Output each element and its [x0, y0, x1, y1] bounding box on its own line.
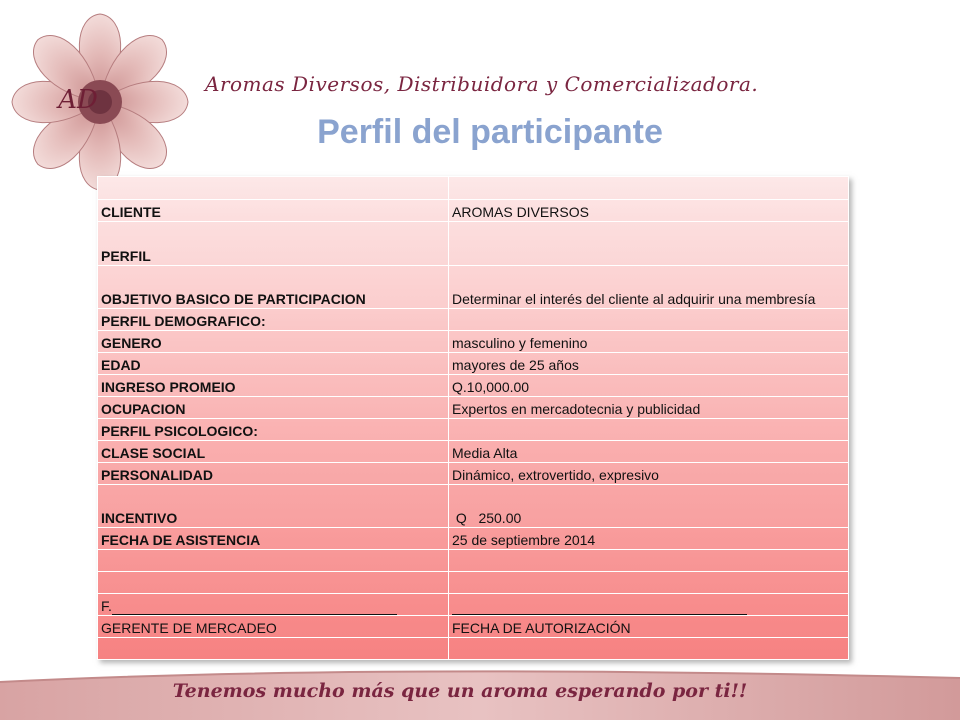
row-value [449, 550, 849, 572]
date-line [452, 602, 747, 615]
row-value [449, 266, 849, 309]
table-row [98, 572, 849, 594]
table-row [98, 222, 849, 266]
value-text: mayores de 25 años [452, 357, 579, 373]
table-row [98, 200, 849, 222]
value-text: Media Alta [452, 445, 518, 461]
row-label [98, 177, 449, 200]
table-row [98, 309, 849, 331]
label-text: GENERO [101, 335, 162, 351]
page-title: Perfil del participante [317, 113, 663, 151]
table-row [98, 266, 849, 309]
label-text: PERFIL [101, 248, 151, 264]
row-label [98, 375, 449, 397]
label-text: CLASE SOCIAL [101, 445, 206, 461]
row-label [98, 550, 449, 572]
row-value [449, 353, 849, 375]
value-text: masculino y femenino [452, 335, 588, 351]
row-value [449, 528, 849, 550]
row-value [449, 200, 849, 222]
table-row [98, 331, 849, 353]
row-label [98, 222, 449, 266]
label-text: INCENTIVO [101, 510, 178, 526]
row-label [98, 594, 449, 616]
value-text: 25 de septiembre 2014 [452, 532, 596, 548]
row-value [449, 222, 849, 266]
row-label [98, 572, 449, 594]
value-text: FECHA DE AUTORIZACIÓN [452, 620, 631, 636]
row-label [98, 528, 449, 550]
value-text: AROMAS DIVERSOS [452, 204, 589, 220]
label-text: FECHA DE ASISTENCIA [101, 532, 261, 548]
row-value [449, 419, 849, 441]
label-text: OCUPACION [101, 401, 186, 417]
row-value [449, 594, 849, 616]
table-row [98, 353, 849, 375]
row-label [98, 441, 449, 463]
value-text: Expertos en mercadotecnia y publicidad [452, 401, 701, 417]
label-text: INGRESO PROMEIO [101, 379, 236, 395]
footer-tagline: Tenemos mucho más que un aroma esperando por ti!! [172, 680, 748, 702]
label-text: F. [101, 598, 112, 614]
row-value [449, 331, 849, 353]
logo-text: AD [58, 85, 98, 115]
row-value [449, 177, 849, 200]
label-text: EDAD [101, 357, 141, 373]
table-row [98, 616, 849, 638]
row-value [449, 397, 849, 419]
participant-profile-table [97, 176, 849, 660]
table-row [98, 397, 849, 419]
row-label [98, 419, 449, 441]
label-text: PERFIL PSICOLOGICO: [101, 423, 258, 439]
table-row [98, 419, 849, 441]
company-name: Aromas Diversos, Distribuidora y Comercializadora. [205, 72, 759, 96]
label-text: CLIENTE [101, 204, 161, 220]
row-label [98, 397, 449, 419]
table-row [98, 375, 849, 397]
row-label [98, 331, 449, 353]
flower-logo [10, 12, 190, 192]
row-value [449, 441, 849, 463]
signature-line [112, 602, 397, 615]
value-text: Q.10,000.00 [452, 379, 530, 395]
row-label [98, 353, 449, 375]
value-text: Determinar el interés del cliente al adquirir una membresía [452, 291, 816, 307]
table-row [98, 528, 849, 550]
row-label [98, 485, 449, 528]
row-value [449, 375, 849, 397]
value-text: Dinámico, extrovertido, expresivo [452, 467, 659, 483]
row-label [98, 638, 449, 660]
row-value [449, 638, 849, 660]
row-label [98, 266, 449, 309]
table-row [98, 463, 849, 485]
row-label [98, 463, 449, 485]
label-text: PERFIL DEMOGRAFICO: [101, 313, 266, 329]
table-row [98, 594, 849, 616]
row-value [449, 309, 849, 331]
row-value [449, 463, 849, 485]
value-text: Q 250.00 [452, 510, 522, 526]
table-row [98, 485, 849, 528]
label-text: GERENTE DE MERCADEO [101, 620, 277, 636]
row-label [98, 200, 449, 222]
row-label [98, 309, 449, 331]
label-text: OBJETIVO BASICO DE PARTICIPACION [101, 291, 366, 307]
row-value [449, 485, 849, 528]
row-value [449, 572, 849, 594]
label-text: PERSONALIDAD [101, 467, 214, 483]
table-row [98, 177, 849, 200]
row-label [98, 616, 449, 638]
row-value [449, 616, 849, 638]
table-row [98, 550, 849, 572]
table-row [98, 441, 849, 463]
table-row [98, 638, 849, 660]
